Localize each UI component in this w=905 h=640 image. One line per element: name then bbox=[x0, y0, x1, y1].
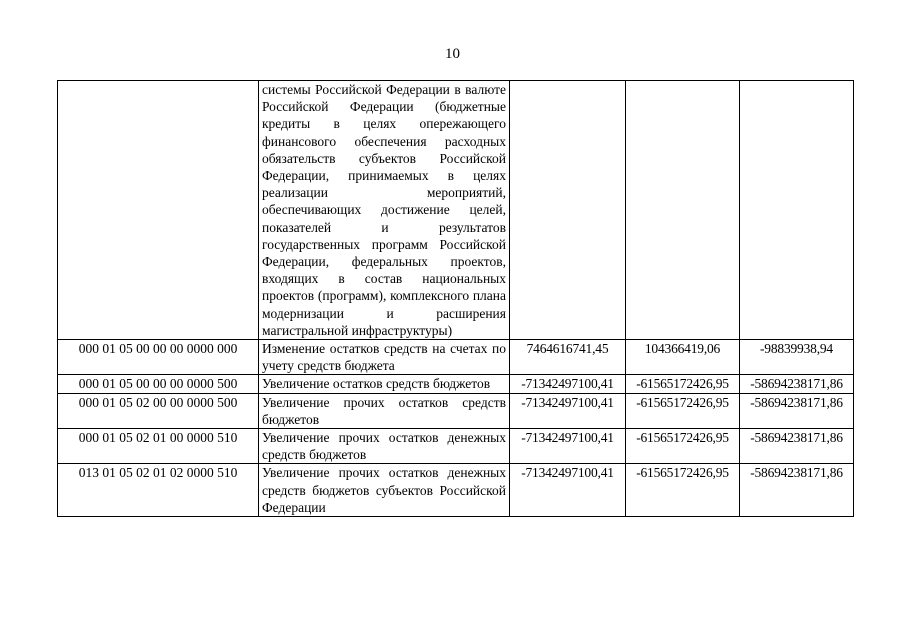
name-cell: Увеличение прочих остатков средств бюджетов bbox=[259, 393, 510, 428]
code-cell: 000 01 05 00 00 00 0000 500 bbox=[58, 375, 259, 393]
value-cell-3: -58694238171,86 bbox=[740, 429, 854, 464]
code-cell bbox=[58, 81, 259, 340]
name-cell: системы Российской Федерации в валюте Российской Федерации (бюджетные кредиты в целях опережающего финансового обеспечения расходных обязательств субъектов Российской Федерации, принимаемых в целях реализации мероприятий, обеспечивающих достижение целей, показателей и результатов государственных программ Российской Федерации, федеральных проектов, входящих в состав национальных проектов (программ), комплексного плана модернизации и расширения магистральной инфраструктуры) bbox=[259, 81, 510, 340]
name-cell: Увеличение прочих остатков денежных средств бюджетов субъектов Российской Федерации bbox=[259, 464, 510, 517]
table-row bbox=[58, 464, 854, 517]
value-cell-1: 7464616741,45 bbox=[510, 340, 626, 375]
code-cell: 013 01 05 02 01 02 0000 510 bbox=[58, 464, 259, 517]
table-row bbox=[58, 393, 854, 428]
table-row bbox=[58, 340, 854, 375]
table-row bbox=[58, 81, 854, 340]
value-cell-3: -58694238171,86 bbox=[740, 375, 854, 393]
name-cell: Изменение остатков средств на счетах по учету средств бюджета bbox=[259, 340, 510, 375]
value-cell-2: -61565172426,95 bbox=[626, 375, 740, 393]
value-cell-2: -61565172426,95 bbox=[626, 393, 740, 428]
value-cell-2: -61565172426,95 bbox=[626, 429, 740, 464]
value-cell-1: -71342497100,41 bbox=[510, 393, 626, 428]
value-cell-2: -61565172426,95 bbox=[626, 464, 740, 517]
page-number: 10 bbox=[445, 46, 460, 62]
code-cell: 000 01 05 02 00 00 0000 500 bbox=[58, 393, 259, 428]
value-cell-2 bbox=[626, 81, 740, 340]
value-cell-2: 104366419,06 bbox=[626, 340, 740, 375]
name-cell: Увеличение остатков средств бюджетов bbox=[259, 375, 510, 393]
value-cell-1: -71342497100,41 bbox=[510, 464, 626, 517]
table-row bbox=[58, 429, 854, 464]
value-cell-3: -98839938,94 bbox=[740, 340, 854, 375]
budget-sources-table bbox=[57, 80, 854, 517]
name-cell: Увеличение прочих остатков денежных средств бюджетов bbox=[259, 429, 510, 464]
value-cell-3: -58694238171,86 bbox=[740, 393, 854, 428]
code-cell: 000 01 05 00 00 00 0000 000 bbox=[58, 340, 259, 375]
value-cell-1: -71342497100,41 bbox=[510, 429, 626, 464]
value-cell-3 bbox=[740, 81, 854, 340]
code-cell: 000 01 05 02 01 00 0000 510 bbox=[58, 429, 259, 464]
table-row bbox=[58, 375, 854, 393]
value-cell-3: -58694238171,86 bbox=[740, 464, 854, 517]
value-cell-1: -71342497100,41 bbox=[510, 375, 626, 393]
value-cell-1 bbox=[510, 81, 626, 340]
